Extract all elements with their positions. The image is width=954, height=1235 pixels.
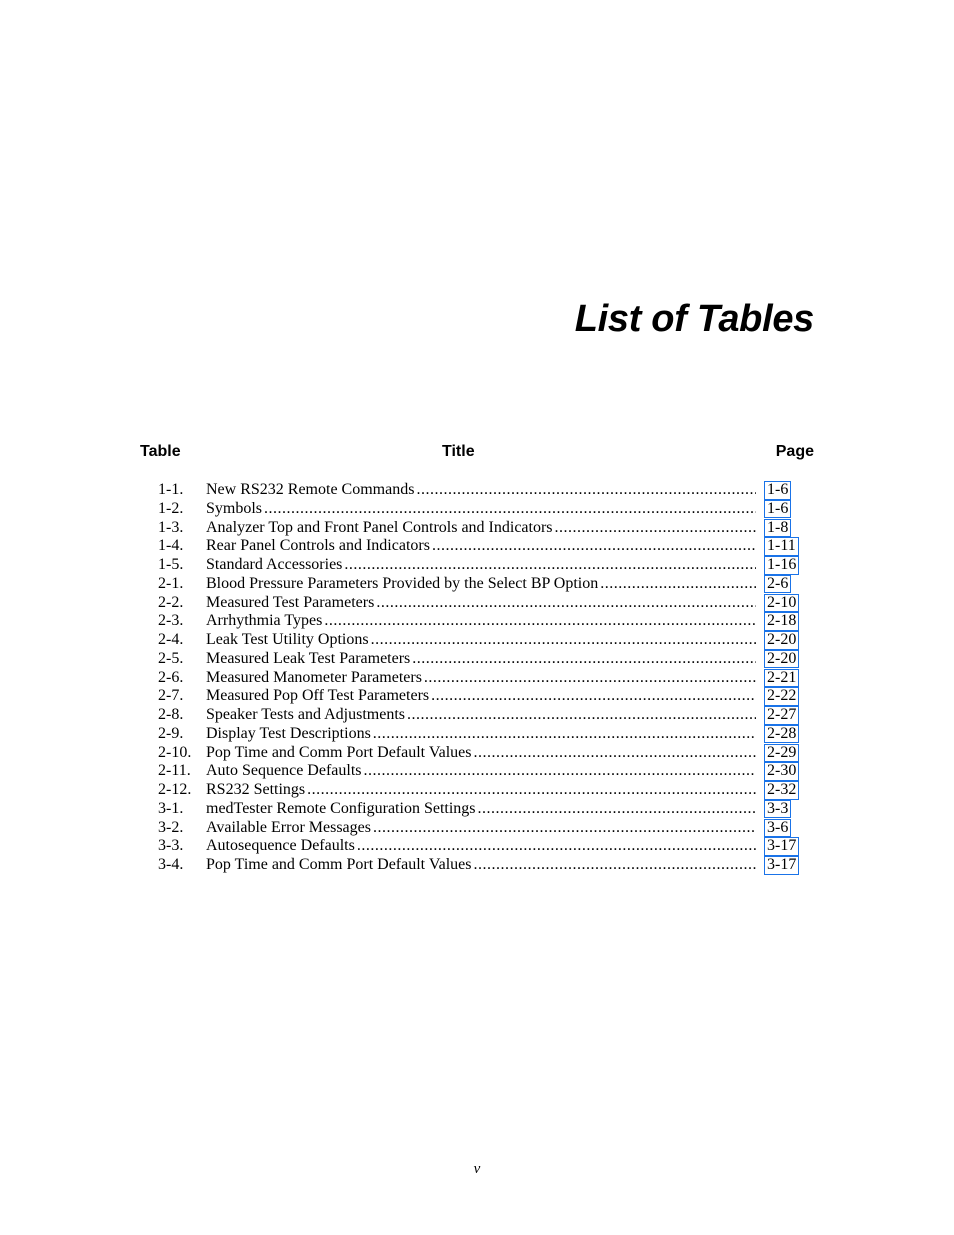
- entry-title-leader: [206, 594, 756, 613]
- table-number: 2-6.: [158, 668, 184, 686]
- entry-title: Display Test Descriptions: [206, 724, 371, 742]
- entry-title: New RS232 Remote Commands: [206, 481, 415, 498]
- toc-entry: [158, 725, 818, 744]
- page-link[interactable]: 2-22: [764, 687, 799, 706]
- page-link[interactable]: 3-3: [764, 800, 791, 819]
- entry-title-leader: [206, 837, 756, 856]
- entry-title-leader: [206, 631, 756, 650]
- table-number: 1-2.: [158, 499, 184, 517]
- toc-entry: [158, 650, 818, 669]
- toc-entry: [158, 519, 818, 538]
- entry-title: Symbols: [206, 499, 263, 517]
- page-link[interactable]: 1-6: [764, 500, 791, 519]
- entry-title-leader: [206, 819, 756, 838]
- entry-title-leader: [206, 575, 756, 594]
- entry-title-leader: [206, 687, 756, 706]
- entry-title-leader: [206, 481, 756, 500]
- table-number: 2-10.: [158, 743, 192, 761]
- table-number: 2-5.: [158, 649, 184, 667]
- toc-entry: [158, 706, 818, 725]
- toc-entry: [158, 612, 818, 631]
- entry-title-leader: [206, 781, 756, 800]
- toc-entry: [158, 687, 818, 706]
- column-headers: [140, 442, 814, 462]
- table-number: 2-2.: [158, 593, 184, 611]
- entry-title: Auto Sequence Defaults: [206, 762, 362, 780]
- entry-title-leader: [206, 537, 756, 556]
- page-link[interactable]: 3-6: [764, 819, 791, 838]
- toc-entry: [158, 594, 818, 613]
- page-link[interactable]: 2-29: [764, 744, 799, 763]
- entry-title: Measured Test Parameters: [206, 593, 375, 611]
- toc-entry: [158, 481, 818, 500]
- page-link[interactable]: 2-32: [764, 781, 799, 800]
- toc-entry: [158, 837, 818, 856]
- toc-entry: [158, 669, 818, 688]
- page-link[interactable]: 3-17: [764, 856, 799, 875]
- entry-title: Rear Panel Controls and Indicators: [206, 537, 430, 555]
- entry-title: Leak Test Utility Options: [206, 631, 369, 648]
- entry-title-leader: [206, 650, 756, 669]
- page-title: List of Tables: [574, 298, 814, 341]
- header-page: Page: [775, 443, 814, 460]
- page-link[interactable]: 1-8: [764, 519, 791, 538]
- toc-entry: [158, 575, 818, 594]
- entry-title-leader: [206, 744, 756, 763]
- toc-entry: [158, 800, 818, 819]
- entry-title: Blood Pressure Parameters Provided by the Select BP Option: [206, 574, 599, 592]
- page-link[interactable]: 3-17: [764, 837, 799, 856]
- toc-entry: [158, 819, 818, 838]
- table-number: 3-3.: [158, 837, 184, 855]
- toc-entry: [158, 744, 818, 763]
- entry-title: medTester Remote Configuration Settings: [206, 799, 476, 817]
- table-number: 2-12.: [158, 781, 192, 798]
- table-number: 3-2.: [158, 818, 184, 836]
- entry-title-leader: [206, 856, 756, 875]
- toc-entry: [158, 556, 818, 575]
- table-number: 2-8.: [158, 706, 184, 723]
- table-number: 1-4.: [158, 537, 184, 555]
- entry-title-leader: [206, 762, 756, 781]
- page-link[interactable]: 2-10: [764, 594, 799, 613]
- entry-title: Pop Time and Comm Port Default Values: [206, 743, 472, 761]
- toc-entry: [158, 856, 818, 875]
- entry-title: Analyzer Top and Front Panel Controls and Indicators: [206, 518, 553, 536]
- page-link[interactable]: 2-18: [764, 612, 799, 631]
- toc-entry: [158, 631, 818, 650]
- header-table: Table: [140, 443, 181, 460]
- page-link[interactable]: 1-11: [764, 537, 799, 556]
- page-link[interactable]: 2-27: [764, 706, 799, 725]
- table-number: 3-4.: [158, 856, 184, 873]
- table-number: 2-4.: [158, 631, 184, 648]
- toc-entry: [158, 500, 818, 519]
- entry-title-leader: [206, 706, 756, 725]
- page-link[interactable]: 2-21: [764, 669, 799, 688]
- page-link[interactable]: 1-6: [764, 481, 791, 500]
- table-number: 3-1.: [158, 799, 184, 817]
- entry-title-leader: [206, 800, 756, 819]
- page-link[interactable]: 2-30: [764, 762, 799, 781]
- table-of-contents-list: [158, 481, 818, 875]
- entry-title: Measured Leak Test Parameters: [206, 649, 411, 667]
- entry-title: Arrhythmia Types: [206, 612, 323, 630]
- table-number: 2-7.: [158, 687, 184, 705]
- entry-title: Available Error Messages: [206, 818, 371, 836]
- table-number: 1-5.: [158, 556, 184, 573]
- table-number: 1-1.: [158, 481, 184, 498]
- header-title: Title: [442, 443, 475, 460]
- toc-entry: [158, 762, 818, 781]
- table-number: 2-11.: [158, 762, 191, 780]
- page-link[interactable]: 2-28: [764, 725, 799, 744]
- entry-title-leader: [206, 556, 756, 575]
- entry-title: Speaker Tests and Adjustments: [206, 706, 406, 723]
- toc-entry: [158, 781, 818, 800]
- entry-title: Measured Pop Off Test Parameters: [206, 687, 430, 705]
- table-number: 2-1.: [158, 574, 184, 592]
- table-number: 2-9.: [158, 724, 184, 742]
- entry-title: Measured Manometer Parameters: [206, 668, 422, 686]
- entry-title-leader: [206, 725, 756, 744]
- toc-entry: [158, 537, 818, 556]
- entry-title-leader: [206, 519, 756, 538]
- entry-title-leader: [206, 612, 756, 631]
- page-link[interactable]: 1-16: [764, 556, 799, 575]
- entry-title-leader: [206, 669, 756, 688]
- entry-title: Pop Time and Comm Port Default Values: [206, 856, 472, 873]
- page-link[interactable]: 2-20: [764, 631, 799, 650]
- table-number: 1-3.: [158, 518, 184, 536]
- entry-title: Standard Accessories: [206, 556, 343, 573]
- footer-page-number: v: [473, 1161, 481, 1177]
- page-link[interactable]: 2-20: [764, 650, 799, 669]
- entry-title-leader: [206, 500, 756, 519]
- entry-title: Autosequence Defaults: [206, 837, 355, 855]
- page-link[interactable]: 2-6: [764, 575, 791, 594]
- entry-title: RS232 Settings: [206, 781, 306, 798]
- table-number: 2-3.: [158, 612, 184, 630]
